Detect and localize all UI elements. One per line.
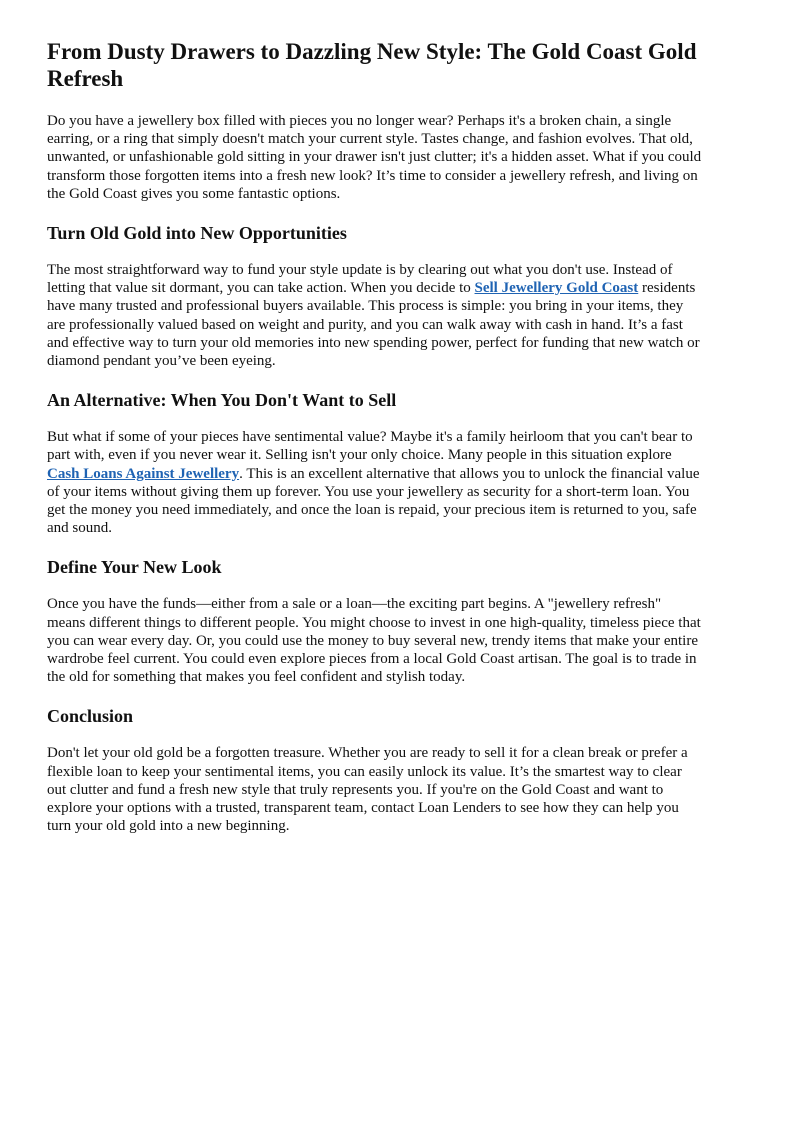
section-heading-conclusion: Conclusion bbox=[47, 706, 134, 727]
section-paragraph-conclusion: Don't let your old gold be a forgotten treasure. Whether you are ready to sell it for a clean break or prefer a flexible loan to keep your sentimental items, you can easily unlock its value. It’s the smartest way to clear out clutter and fund a fresh new style that truly represents you. If you're on the Gold Coast and want to explore your options with a trusted, transparent team, contact Loan Lenders to see how they can help you turn your old gold into a new beginning. bbox=[47, 745, 688, 835]
cash-loans-link[interactable]: Cash Loans Against Jewellery bbox=[47, 465, 240, 482]
section-paragraph-new-look: Once you have the funds—either from a sale or a loan—the exciting part begins. A "jewellery refresh" means different things to different people. You might choose to invest in one high-quality, timeless piece that you can wear every day. Or, you could use the money to buy several new, trendy items that make your entire wardrobe feel current. You could even explore pieces from a local Gold Coast artisan. The goal is to trade in the old for something that makes you feel confident and stylish today. bbox=[47, 596, 701, 686]
section-paragraph-old-gold bbox=[47, 261, 702, 370]
section-heading-old-gold: Turn Old Gold into New Opportunities bbox=[47, 223, 347, 244]
article bbox=[47, 38, 702, 835]
intro-paragraph: Do you have a jewellery box filled with pieces you no longer wear? Perhaps it's a broken chain, a single earring, or a ring that simply doesn't match your current style. Tastes change, and fashion evolves. That old, unwanted, or unfashionable gold sitting in your drawer isn't just clutter; it's a hidden asset. What if you could transform those forgotten items into a fresh new look? It’s time to consider a jewellery refresh, and living on the Gold Coast gives you some fantastic options. bbox=[47, 113, 702, 202]
page-title: From Dusty Drawers to Dazzling New Style: The Gold Coast Gold Refresh bbox=[47, 39, 697, 91]
section-heading-alternative: An Alternative: When You Don't Want to Sell bbox=[47, 390, 397, 411]
paragraph-text: But what if some of your pieces have sentimental value? Maybe it's a family heirloom that you can't bear to part with, even if you never wear it. Selling isn't your only choice. Many people in this situation explore bbox=[47, 429, 693, 464]
paragraph-text: . This is an excellent alternative that allows you to unlock the financial value of your items without giving them up forever. You use your jewellery as security for a short-term loan. You get the money you need immediately, and once the loan is repaid, your precious item is returned to you, safe and sound. bbox=[47, 465, 700, 537]
paragraph-text: The most straightforward way to fund your style update is by clearing out what you don't use. Instead of letting that value sit dormant, you can take action. When you decide to bbox=[47, 262, 673, 297]
sell-jewellery-link[interactable]: Sell Jewellery Gold Coast bbox=[474, 280, 639, 297]
section-paragraph-alternative bbox=[47, 428, 702, 537]
paragraph-text: residents have many trusted and professional buyers available. This process is simple: you bring in your items, they are professionally valued based on weight and purity, and you can walk away with cash in hand. It’s a fast and effective way to turn your old memories into new spending power, perfect for funding that new watch or diamond pendant you’ve been eyeing. bbox=[47, 280, 700, 370]
section-heading-new-look: Define Your New Look bbox=[47, 557, 222, 578]
